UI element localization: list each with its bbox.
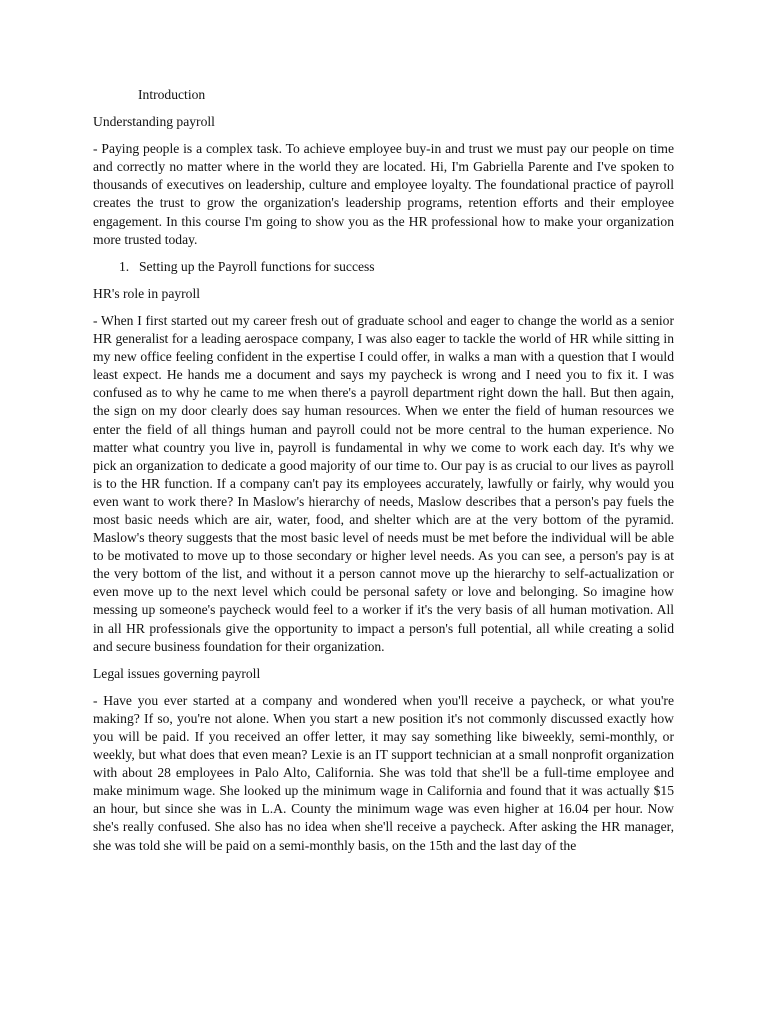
section-heading-legal-issues: Legal issues governing payroll: [93, 665, 261, 681]
paragraph-hr-role: - When I first started out my career fresh out of graduate school and eager to change the world as a senior HR generalist for a leading aerospace company, I was also eager to tackle the world of HR while sitting in my new office feeling confident in the expertise I could offer, in walks a man with a question that I would least expect. He hands me a document and says my paycheck is wrong and I need you to fix it. I was confused as to why he came to me when there's a payroll department right down the hall. But then again, the sign on my door clearly does say human resources. When we enter the field of human resources we enter the field of all things human and payroll could not be more central to the human experience. No matter what country you live in, payroll is fundamental in why we come to work each day. It's why we pick an organization to dedicate a good majority of our time to. Our pay is as crucial to our lives as payroll is to the HR function. If a company can't pay its employees accurately, lawfully or fairly, why would you even want to work there? In Maslow's hierarchy of needs, Maslow describes that a person's pay fuels the most basic needs which are air, water, food, and shelter which are at the very bottom of the pyramid. Maslow's theory suggests that the most basic level of needs must be met before the individual will be able to be motivated to move up to those secondary or higher level needs. As you can see, a person's pay is at the very bottom of the list, and without it a person cannot move up the hierarchy to self-actualization or even move up to the next level which could be personal safety or love and belonging. So imagine how messing up someone's paycheck would feel to a worker if it's the very basis of all human motivation. All in all HR professionals give the opportunity to impact a person's full potential, all while creating a solid and secure business foundation for their organization.: [93, 312, 674, 654]
paragraph-understanding-payroll: - Paying people is a complex task. To achieve employee buy-in and trust we must pay our people on time and correctly no matter where in the world they are located. Hi, I'm Gabriella Parente and I've spoken to thousands of executives on leadership, culture and employee loyalty. The foundational practice of payroll creates the trust to grow the organization's leadership programs, retention efforts and their employee engagement. In this course I'm going to show you as the HR professional how to make your organization more trusted today.: [93, 141, 674, 247]
list-item-text: Setting up the Payroll functions for success: [139, 258, 375, 274]
section-heading-hr-role: HR's role in payroll: [93, 285, 201, 301]
intro-heading: Introduction: [138, 87, 206, 102]
numbered-list-item: [119, 258, 674, 276]
section-heading-understanding-payroll: Understanding payroll: [93, 114, 215, 130]
list-item-number: 1.: [119, 258, 130, 274]
paragraph-legal-issues: - Have you ever started at a company and wondered when you'll receive a paycheck, or what you're making? If so, you're not alone. When you start a new position it's not commonly discussed exactly how you will be paid. If you received an offer letter, it may say something like biweekly, semi-monthly, or weekly, but what does that even mean? Lexie is an IT support technician at a small nonprofit organization with about 28 employees in Palo Alto, California. She was told that she'll be a full-time employee and make minimum wage. She looked up the minimum wage in California and found that it was actually $15 an hour, but since she was in L.A. County the minimum wage was even higher at 16.04 per hour. Now she's really confused. She also has no idea when she'll receive a paycheck. After asking the HR manager, she was told she will be paid on a semi-monthly basis, on the 15th and the last day of the: [93, 692, 674, 853]
